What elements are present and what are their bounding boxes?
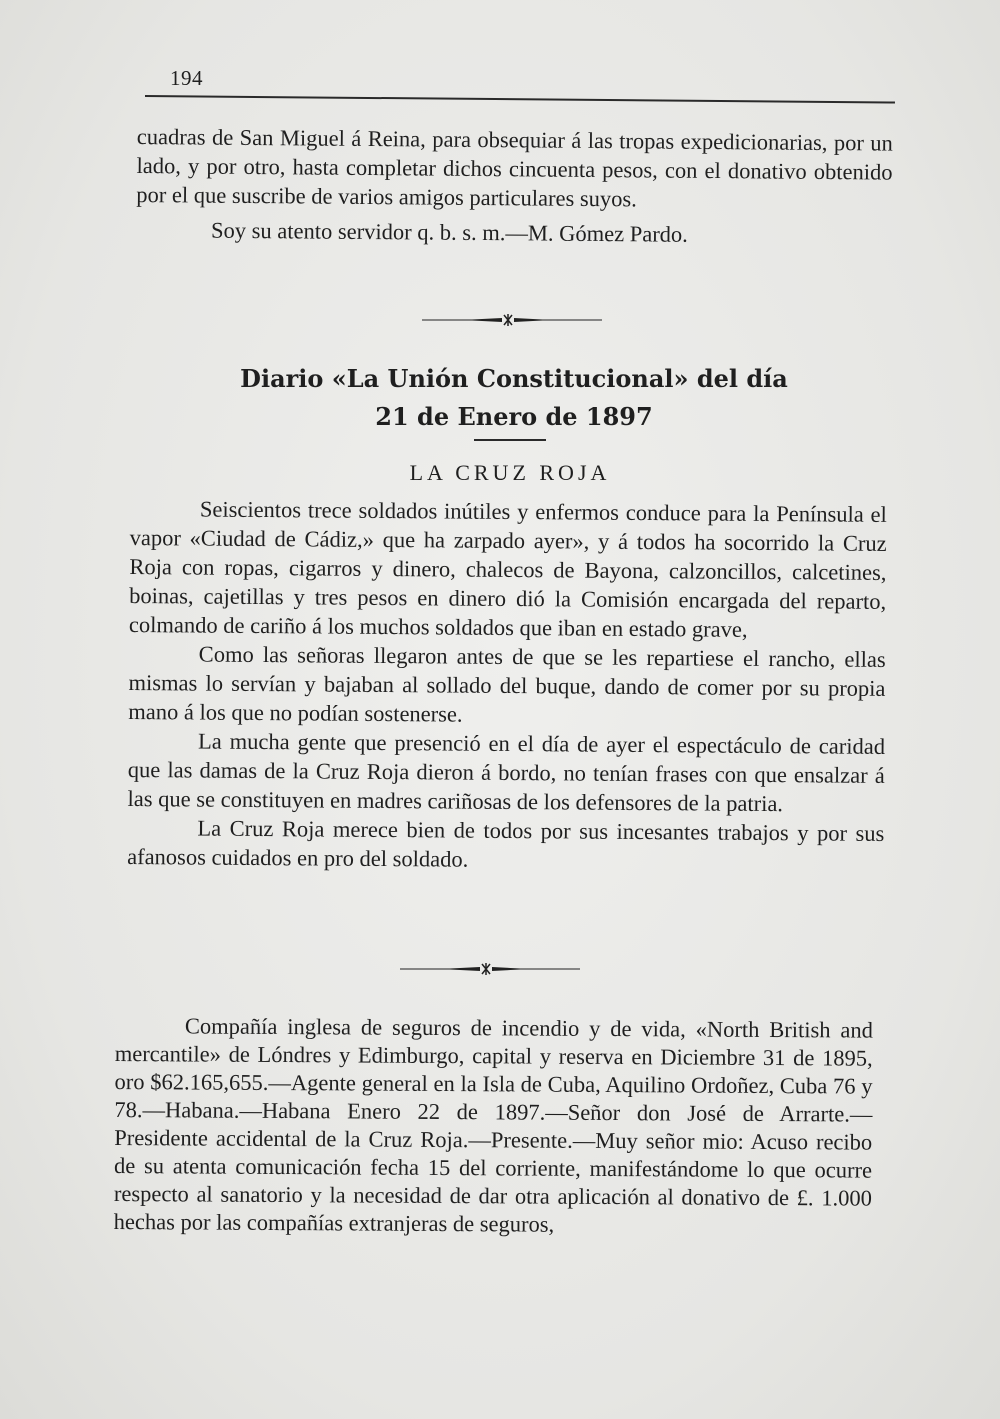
header-rule — [145, 95, 895, 104]
headline-line-2: 21 de Enero de 1897 — [375, 402, 653, 431]
headline-rule — [474, 439, 546, 441]
article-body — [127, 494, 887, 877]
article-paragraph: La Cruz Roja merece bien de todos por sus incesantes trabajos y por sus afanosos cuidados en pro del soldado. — [127, 815, 885, 872]
letter-paragraph: Compañía inglesa de seguros de incendio y de vida, «North British and mercantile» de Lóndres y Edimburgo, capital y reserva en Diciembre 31 de 1895, oro $62.165,655.—Agente general en la Isla de Cuba, Aquilino Ordoñez, Cuba 76 y 78.—Habana.—Habana Enero 22 de 1897.—Señor don José de Arrarte.—Presidente accidental de la Cruz Roja.—Presente.—Muy señor mio: Acuso recibo de su atenta comunicación fecha 15 del corriente, manifestándome lo que ocurre respecto al sanatorio y la necesidad de dar otra aplicación al donativo de £. 1.000 hechas por las compañías extranjeras de seguros, — [113, 1013, 873, 1237]
top-text-block — [136, 122, 893, 251]
article-paragraph: Seiscientos trece soldados inútiles y enfermos conduce para la Península el vapor «Ciudad de Cádiz,» que ha zarpado ayer», y á todos ha socorrido la Cruz Roja con ropas, cigarros y dinero, chalecos de Bayona, calzoncillos, calcetines, boinas, cajetillas y tres pesos en dinero dió la Comisión encargada del reparto, colmando de cariño á los muchos soldados que iban en estado grave, — [128, 496, 887, 642]
article-title: LA CRUZ ROJA — [409, 460, 611, 485]
ornament-divider-icon — [400, 962, 580, 976]
article-paragraph: Como las señoras llegaron antes de que se les repartiese el rancho, ellas mismas lo servían y bajaban al sollado del buque, dando de comer por su propia mano á los que no podían sostenerse. — [128, 641, 886, 727]
page-number: 194 — [170, 66, 203, 90]
continued-paragraph: cuadras de San Miguel á Reina, para obsequiar á las tropas expedicionarias, por un lado, y por otro, hasta completar dichos cincuenta pesos, con el donativo obtenido por el que suscribe de varios amigos particulares suyos. — [136, 123, 893, 212]
ornament-divider-icon — [422, 313, 602, 327]
article-paragraph: La mucha gente que presenció en el día de ayer el espectáculo de caridad que las damas de la Cruz Roja dieron á bordo, no tenían frases con que ensalzar á las que se constituyen en madres cariñosas de los defensores de la patria. — [127, 728, 886, 817]
headline-line-1: Diario «La Unión Constitucional» del día — [240, 364, 788, 393]
signature-line: Soy su atento servidor q. b. s. m.—M. Gómez Pardo. — [210, 217, 688, 247]
letter-text-block — [114, 1012, 873, 1241]
